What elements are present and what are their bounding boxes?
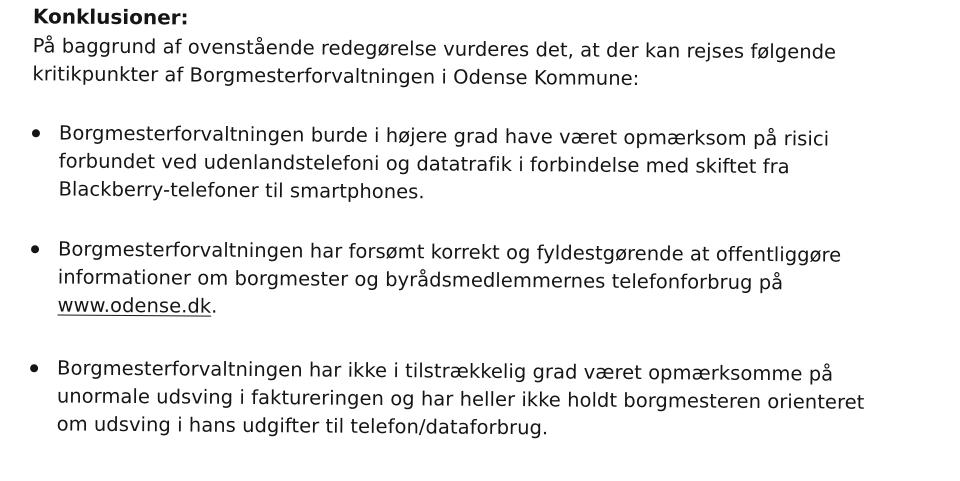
intro-line-1: På baggrund af ovenstående redegørelse vurderes det, at der kan rejses følgende — [32, 34, 837, 64]
bullet-icon — [31, 245, 39, 253]
bullet-1-line-2: forbundet ved udenlandstelefoni og datatrafik i forbindelse med skiftet fra — [58, 149, 790, 179]
bullet-icon — [30, 364, 38, 372]
bullet-2-line-2: informationer om borgmester og byrådsmedlemmernes telefonforbrug på — [57, 265, 784, 295]
link-period: . — [211, 294, 218, 318]
section-heading: Konklusioner: — [32, 4, 189, 30]
bullet-2-line-1: Borgmesterforvaltningen har forsømt korrekt og fyldestgørende at offentliggøre — [57, 237, 842, 267]
bullet-icon — [32, 129, 40, 137]
bullet-3-line-1: Borgmesterforvaltningen har ikke i tilstrækkelig grad været opmærksomme på — [57, 356, 834, 386]
intro-line-2: kritikpunkter af Borgmesterforvaltningen i Odense Kommune: — [32, 62, 640, 91]
bullet-3-line-2: unormale udsving i faktureringen og har heller ikke holdt borgmesteren orienteret — [56, 384, 865, 414]
bullet-3-line-3: om udsving i hans udgifter til telefon/dataforbrug. — [56, 412, 549, 440]
bullet-1-line-3: Blackberry-telefoner til smartphones. — [58, 177, 425, 204]
bullet-1-line-1: Borgmesterforvaltningen burde i højere grad have været opmærksom på risici — [58, 121, 830, 151]
bullet-2-line-3 — [58, 293, 218, 318]
odense-link[interactable]: www.odense.dk — [57, 293, 212, 318]
